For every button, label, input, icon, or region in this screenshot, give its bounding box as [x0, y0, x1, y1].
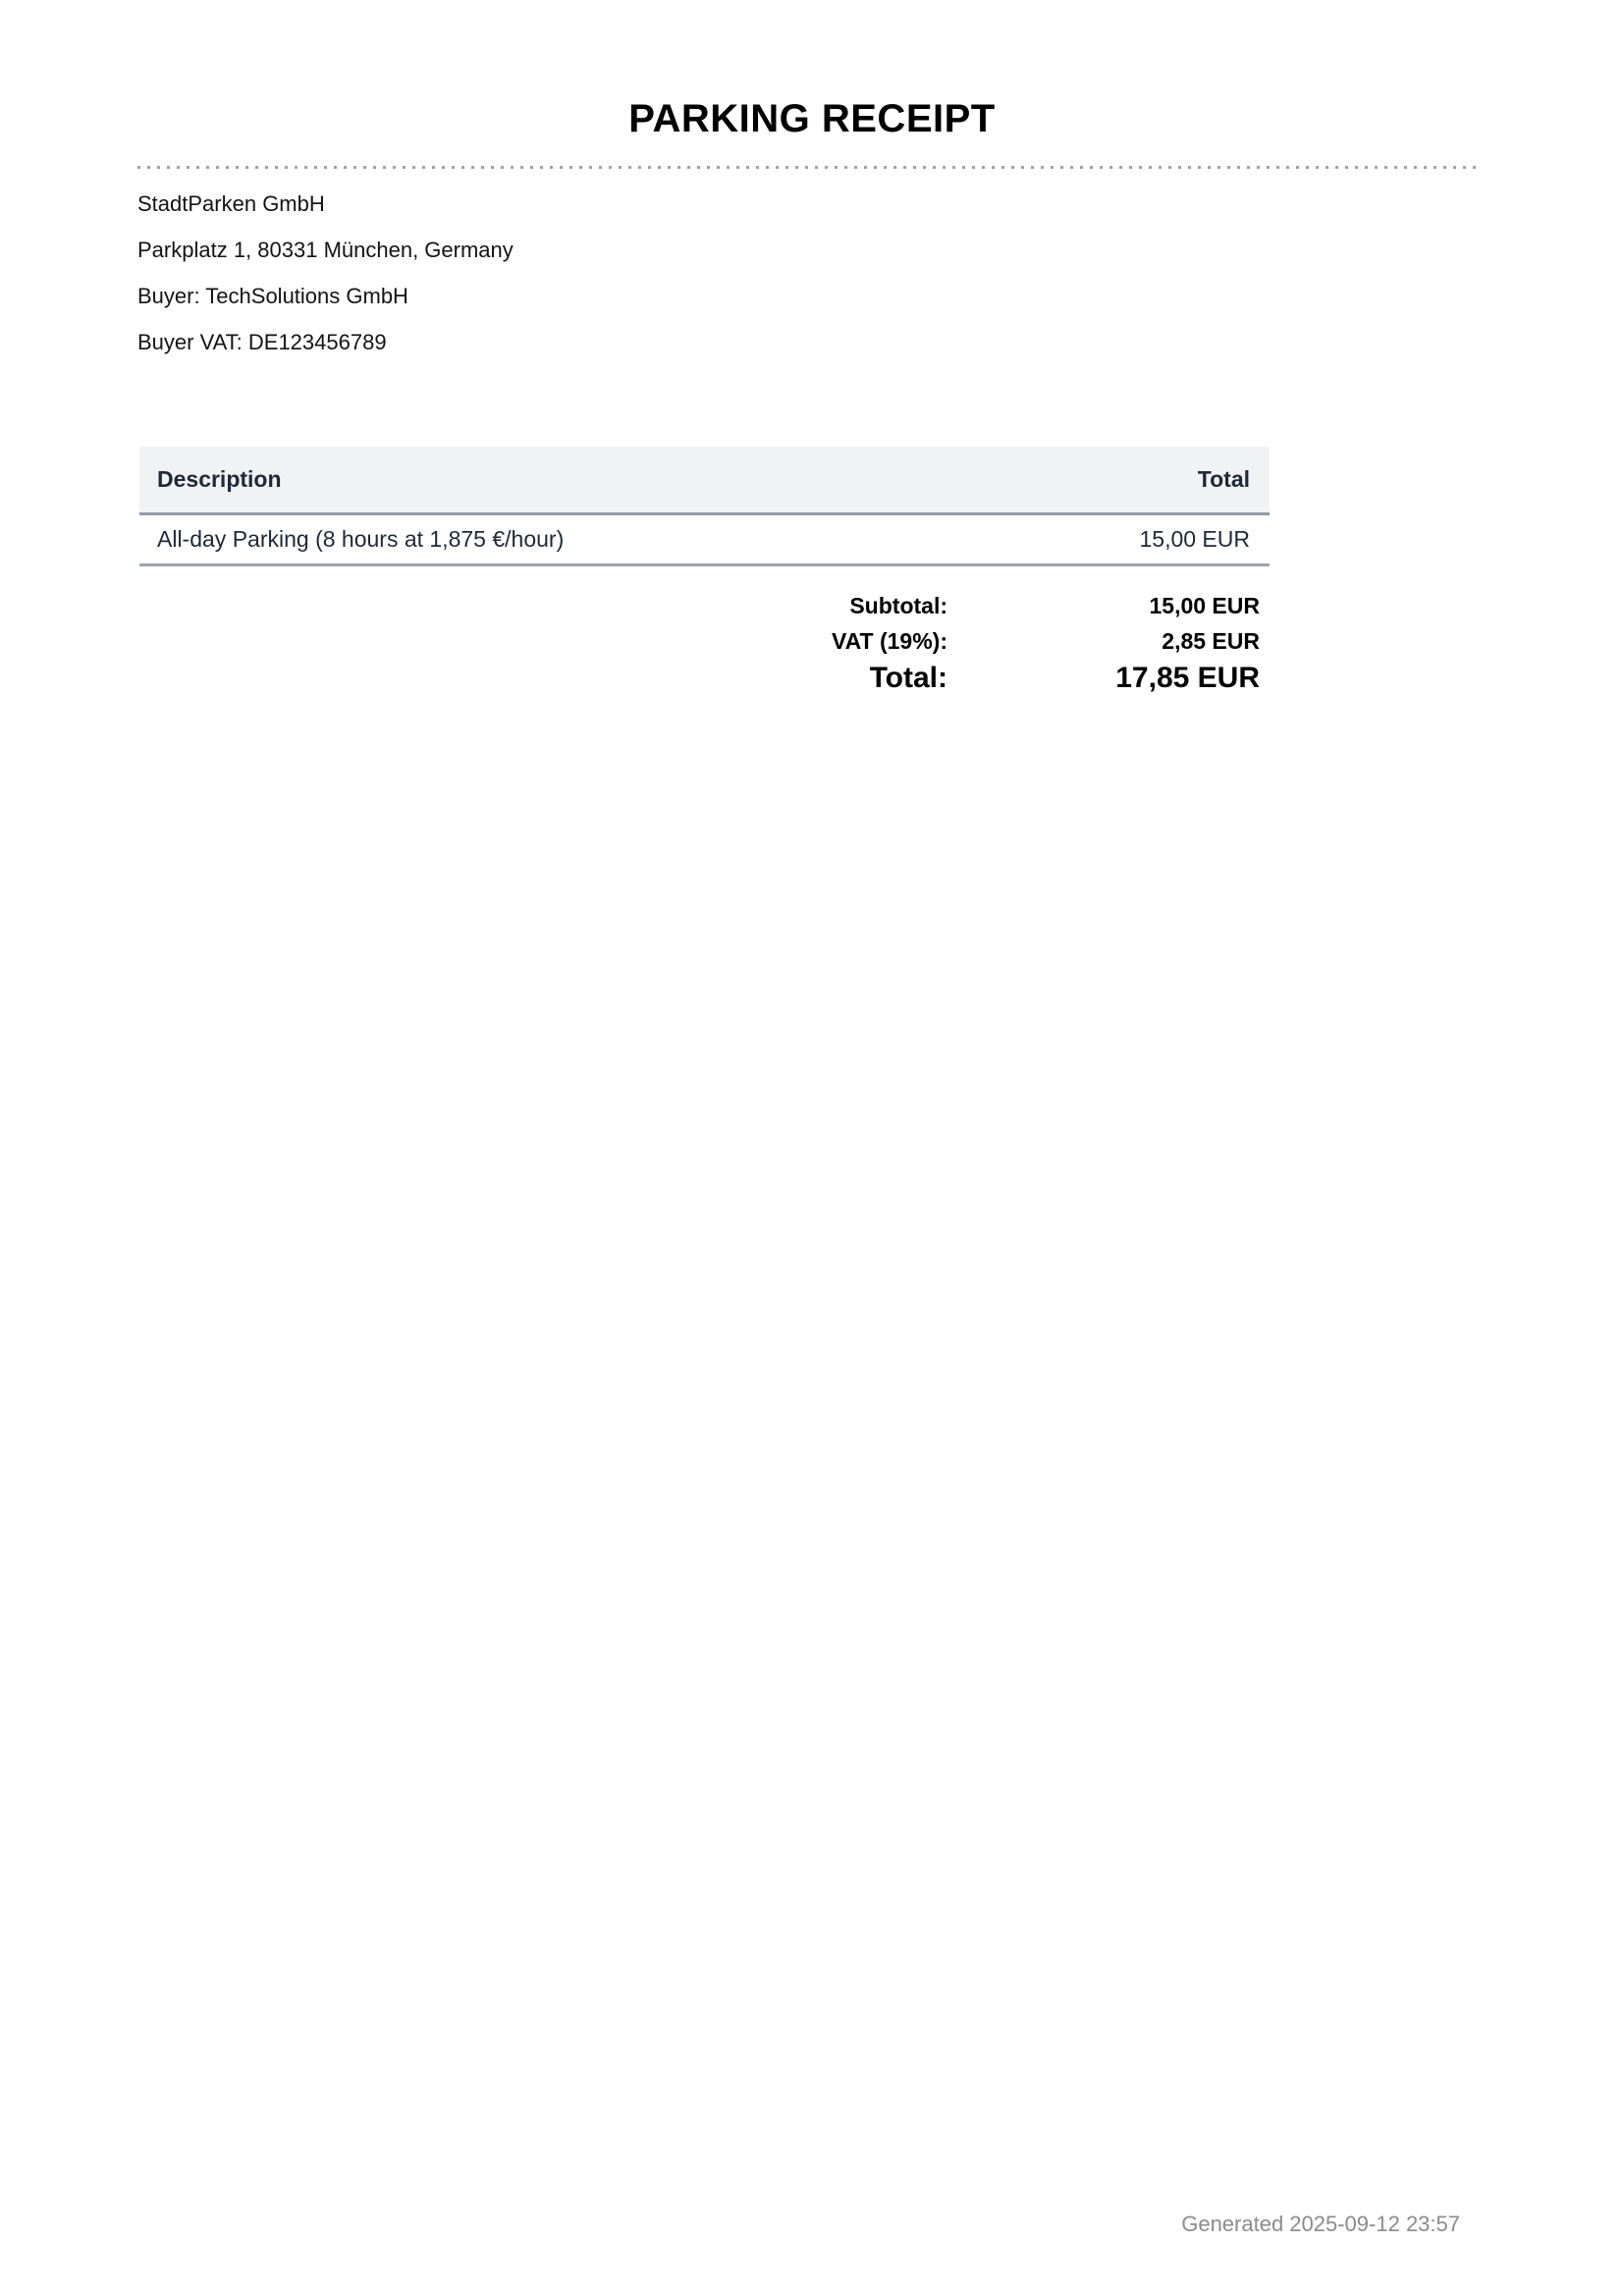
- grand-total-value: 17,85 EUR: [1115, 662, 1260, 694]
- seller-address: Parkplatz 1, 80331 München, Germany: [137, 238, 514, 262]
- column-header-total: Total: [969, 447, 1270, 514]
- party-info: [137, 181, 1483, 365]
- seller-name: StadtParken GmbH: [137, 191, 325, 216]
- subtotal-value: 15,00 EUR: [1149, 593, 1260, 618]
- totals-section: [139, 588, 1260, 698]
- page-title: PARKING RECEIPT: [628, 97, 996, 140]
- table-header-row: [139, 447, 1270, 514]
- line-items-table: [139, 447, 1270, 566]
- subtotal-label: Subtotal:: [849, 593, 947, 618]
- column-header-description: Description: [139, 447, 969, 514]
- table-row: [139, 514, 1270, 565]
- vat-value: 2,85 EUR: [1162, 628, 1260, 654]
- grand-total-row: [139, 659, 1260, 698]
- vat-row: [139, 623, 1260, 659]
- dotted-divider: [137, 166, 1483, 169]
- item-total: 15,00 EUR: [969, 514, 1270, 565]
- vat-label: VAT (19%):: [832, 628, 947, 654]
- grand-total-label: Total:: [869, 662, 947, 694]
- subtotal-row: [139, 588, 1260, 623]
- buyer-vat: Buyer VAT: DE123456789: [137, 330, 387, 354]
- generated-timestamp: Generated 2025-09-12 23:57: [1181, 2212, 1460, 2236]
- buyer-name: Buyer: TechSolutions GmbH: [137, 284, 408, 308]
- item-description: All-day Parking (8 hours at 1,875 €/hour): [139, 514, 969, 565]
